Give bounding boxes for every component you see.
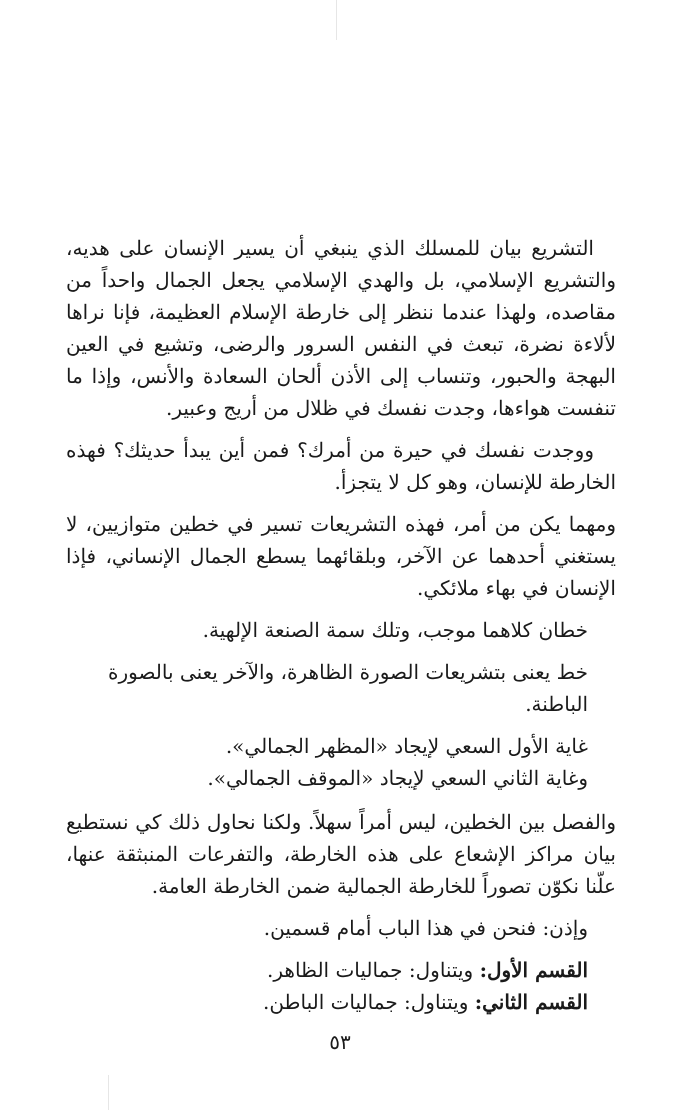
paragraph-confusion: ووجدت نفسك في حيرة من أمرك؟ فمن أين يبدأ حديثك؟ فهذه الخارطة للإنسان، وهو كل لا يتجزأ.: [66, 438, 616, 494]
line-goal-second: وغاية الثاني السعي لإيجاد «الموقف الجمالي».: [207, 766, 588, 790]
scan-artifact-bottom: [108, 1075, 109, 1110]
section-first: [66, 954, 616, 986]
section-second-text: ويتناول: جماليات الباطن.: [262, 990, 475, 1014]
scan-artifact-top: [336, 0, 337, 40]
paragraph-intro: التشريع بيان للمسلك الذي ينبغي أن يسير الإنسان على هديه، والتشريع الإسلامي، بل والهدي الإسلامي يجعل الجمال واحداً من مقاصده، ولهذا عندما ننظر إلى خارطة الإسلام العظيمة، فإنا نراها لألاءة نضرة، تبعث في النفس السرور والرضى، وتشيع في العين البهجة والحبور، وتنساب إلى الأذن ألحان السعادة والأنس، وإذا ما تنفست هواءها، وجدت نفسك في ظلال من أريج وعبير.: [66, 236, 616, 420]
paragraph-separation: والفصل بين الخطين، ليس أمراً سهلاً. ولكنا نحاول ذلك كي نستطيع بيان مراكز الإشعاع على هذه الخارطة، والتفرعات المنبثقة عنها، علّنا نكوّن تصوراً للخارطة الجمالية ضمن الخارطة العامة.: [66, 810, 616, 898]
body-text: [66, 232, 616, 1018]
line-two-lines: خطان كلاهما موجب، وتلك سمة الصنعة الإلهية.: [202, 618, 588, 642]
line-goal-first: غاية الأول السعي لإيجاد «المظهر الجمالي».: [225, 734, 588, 758]
section-first-label: القسم الأول:: [479, 958, 588, 982]
section-second-label: القسم الثاني:: [474, 990, 588, 1014]
paragraph-parallel-lines: ومهما يكن من أمر، فهذه التشريعات تسير في خطين متوازيين، لا يستغني أحدهما عن الآخر، وبلقائهما يسطع الجمال الإنساني، فإذا الإنسان في بهاء ملائكي.: [66, 512, 616, 600]
section-first-text: ويتناول: جماليات الظاهر.: [267, 958, 480, 982]
line-intro-sections: وإذن: فنحن في هذا الباب أمام قسمين.: [263, 916, 588, 940]
page-number: ٥٣: [329, 1030, 351, 1054]
section-second: [66, 986, 616, 1018]
line-definition: خط يعنى بتشريعات الصورة الظاهرة، والآخر يعنى بالصورة الباطنة.: [107, 660, 588, 716]
